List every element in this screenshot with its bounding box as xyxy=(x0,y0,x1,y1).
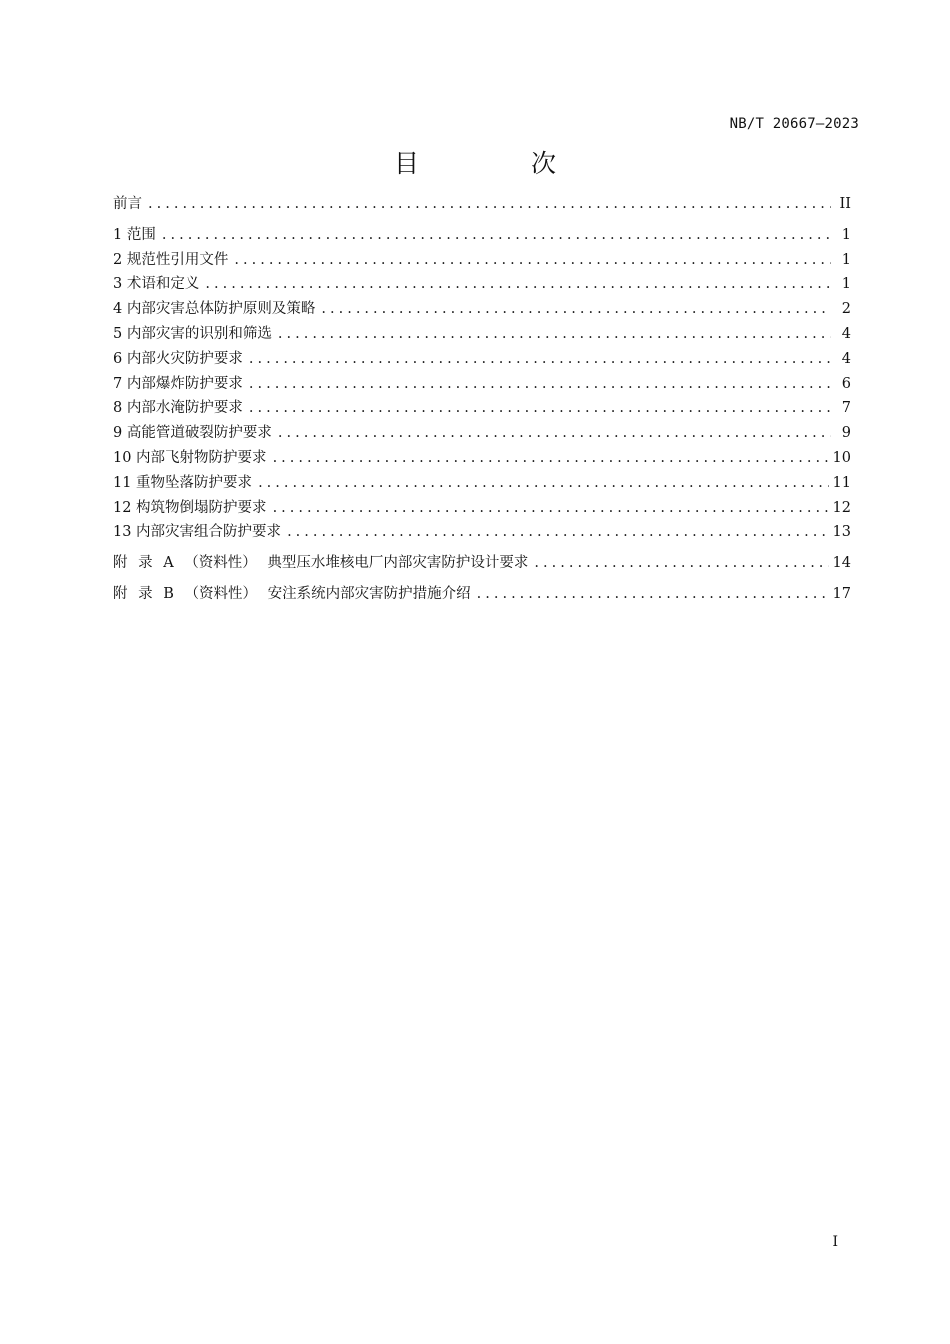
toc-entry-label: 11 重物坠落防护要求 xyxy=(113,474,253,491)
toc-entry-label: 13 内部灾害组合防护要求 xyxy=(113,524,282,541)
toc-entry-page: 1 xyxy=(841,226,851,243)
toc-entry-label: 10 内部飞射物防护要求 xyxy=(113,449,267,466)
dot-leader xyxy=(162,227,831,243)
toc-entry-1[interactable] xyxy=(113,223,851,248)
toc-entry-label: 4 内部灾害总体防护原则及策略 xyxy=(113,301,316,318)
toc-entry-page: 17 xyxy=(832,586,851,603)
toc-entry-page: 2 xyxy=(841,301,851,318)
dot-leader xyxy=(273,500,829,516)
toc-entry-page: 4 xyxy=(841,325,851,342)
toc-entry-page: 12 xyxy=(832,499,851,516)
toc-entry-page: II xyxy=(839,196,851,212)
toc-entry-label: 6 内部火灾防护要求 xyxy=(113,350,243,367)
dot-leader xyxy=(321,301,831,317)
toc-entry-label: 5 内部灾害的识别和筛选 xyxy=(113,325,272,342)
dot-leader xyxy=(534,555,828,571)
dot-leader xyxy=(287,524,828,540)
toc-entry-label: 附 录 B （资料性） 安注系统内部灾害防护措施介绍 xyxy=(113,586,471,603)
toc-entry-label: 12 构筑物倒塌防护要求 xyxy=(113,499,267,516)
dot-leader xyxy=(148,196,831,212)
toc-entry-3[interactable] xyxy=(113,272,851,297)
toc-entry-label: 前言 xyxy=(113,196,142,212)
toc-entry-13[interactable] xyxy=(113,520,851,545)
dot-leader xyxy=(234,252,831,268)
toc-entry-annex-a[interactable] xyxy=(113,551,851,582)
toc-entry-page: 13 xyxy=(832,524,851,541)
page-number: I xyxy=(832,1234,838,1250)
toc-entry-11[interactable] xyxy=(113,471,851,496)
toc-entry-10[interactable] xyxy=(113,446,851,471)
toc-entry-page: 9 xyxy=(841,425,851,442)
toc-entry-page: 7 xyxy=(841,400,851,417)
dot-leader xyxy=(249,351,831,367)
toc-entry-annex-b[interactable] xyxy=(113,582,851,613)
toc-entry-6[interactable] xyxy=(113,347,851,372)
toc-entry-9[interactable] xyxy=(113,421,851,446)
toc-entry-7[interactable] xyxy=(113,372,851,397)
toc-entry-label: 2 规范性引用文件 xyxy=(113,251,229,268)
toc-entry-page: 10 xyxy=(832,449,851,466)
toc-entry-page: 1 xyxy=(841,276,851,293)
toc-entry-page: 4 xyxy=(841,350,851,367)
dot-leader xyxy=(249,376,831,392)
standard-code: NB/T 20667—2023 xyxy=(729,116,859,132)
dot-leader xyxy=(258,475,828,491)
dot-leader xyxy=(278,425,831,441)
toc-entry-label: 9 高能管道破裂防护要求 xyxy=(113,425,272,442)
dot-leader xyxy=(273,450,829,466)
table-of-contents xyxy=(113,192,851,613)
toc-entry-2[interactable] xyxy=(113,248,851,273)
page-title: 目 次 xyxy=(394,149,608,178)
toc-entry-4[interactable] xyxy=(113,297,851,322)
toc-entry-label: 3 术语和定义 xyxy=(113,276,200,293)
toc-entry-12[interactable] xyxy=(113,496,851,521)
toc-entry-label: 1 范围 xyxy=(113,226,156,243)
toc-entry-5[interactable] xyxy=(113,322,851,347)
toc-entry-page: 1 xyxy=(841,251,851,268)
toc-entry-8[interactable] xyxy=(113,396,851,421)
toc-entry-page: 11 xyxy=(832,474,851,491)
toc-entry-page: 6 xyxy=(841,375,851,392)
dot-leader xyxy=(249,400,831,416)
toc-entry-page: 14 xyxy=(832,555,851,572)
toc-entry-label: 8 内部水淹防护要求 xyxy=(113,400,243,417)
toc-entry-foreword[interactable] xyxy=(113,192,851,217)
dot-leader xyxy=(477,586,829,602)
dot-leader xyxy=(205,276,831,292)
dot-leader xyxy=(278,326,831,342)
toc-entry-label: 7 内部爆炸防护要求 xyxy=(113,375,243,392)
toc-entry-label: 附 录 A （资料性） 典型压水堆核电厂内部灾害防护设计要求 xyxy=(113,555,529,572)
